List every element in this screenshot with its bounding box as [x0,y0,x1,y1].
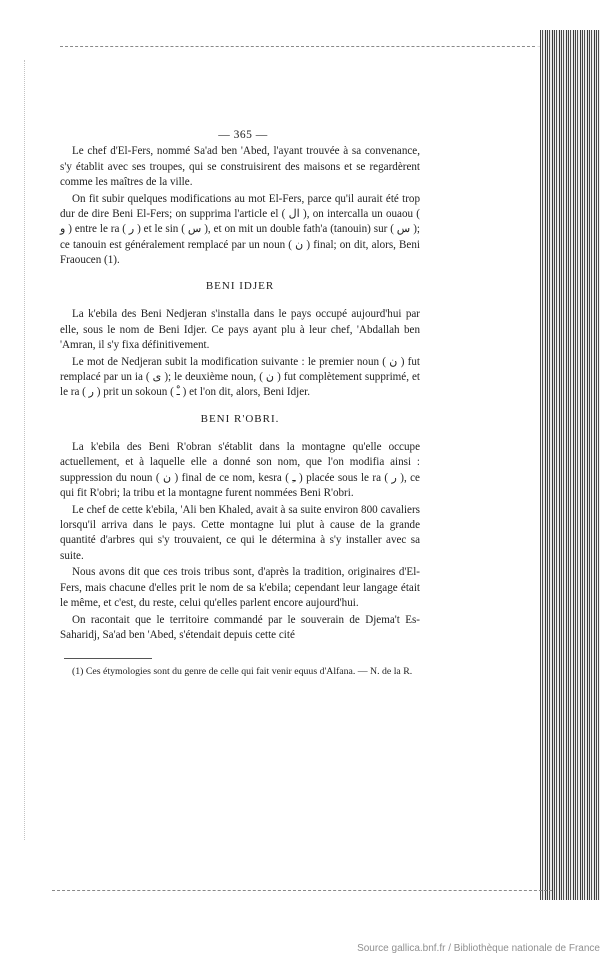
paragraph: La k'ebila des Beni Nedjeran s'installa dans le pays occupé aujourd'hui par elle, sous le nom de Beni Idjer. Ce pays ayant plu à leur chef, 'Abdallah ben 'Amran, il s'y fixa définitivement. [60,308,420,352]
section-heading-beni-idjer: BENI IDJER [205,280,275,293]
paragraph: Le mot de Nedjeran subit la modification suivante : le premier noun ( ن ) fut remplacé par un ia ( ى ); le deuxième noun, ( ن ) fut complètement supprimé, et le ra ( ر ) prit un sokoun ( ـْ ) et l'on dit, alors, Beni Idjer. [60,355,421,399]
source-credit: Source gallica.bnf.fr / Bibliothèque nationale de France [357,943,600,954]
footnote: (1) Ces étymologies sont du genre de celle qui fait venir equus d'Alfana. — N. de la R. [72,666,413,678]
book-binding-edge [540,30,600,900]
page-text-block [60,128,420,678]
paragraph: La k'ebila des Beni R'obran s'établit dans la montagne qu'elle occupe actuellement, et à laquelle elle a donné son nom, que l'on modifia ainsi : suppression du noun ( ن ) final de ce nom, kesra ( ـِ ) placée sous le ra ( ر ), ce qui fit R'obri; la tribu et la montagne furent nommées Beni R'obri. [60,441,420,499]
paragraph: On fit subir quelques modifications au mot El-Fers, parce qu'il aurait été trop dur de dire Beni El-Fers; on supprima l'article el ( ال ), on intercalla un ouaou ( و ) entre le ra ( ر ) et le sin ( س ), et on mit un double fath'a (tanouin) sur ( س ); ce tanouin est généralement remplacé par un noun ( ن ) final; on dit, alors, Beni Fraoucen (1). [60,192,421,266]
page-number: — 365 — [218,129,268,141]
paragraph: On racontait que le territoire commandé par le souverain de Djema't Es-Saharidj, Sa'ad ben 'Abed, s'étendait depuis cette cité [60,613,420,642]
section-heading-beni-robri: BENI R'OBRI. [200,412,280,425]
page-bottom-edge [52,890,552,891]
paragraph: Le chef d'El-Fers, nommé Sa'ad ben 'Abed, l'ayant trouvée à sa convenance, s'y établit avec ses troupes, qui se construisirent des maisons et se regardèrent comme les maîtres de la ville. [60,145,420,188]
paragraph: Nous avons dit que ces trois tribus sont, d'après la tradition, originaires d'El-Fers, mais chacune d'elles prit le nom de sa k'ebila; cependant leur langage était le même, et c'est, du reste, celui qu'elles parlent encore aujourd'hui. [60,566,420,610]
page-top-edge [60,46,540,47]
paragraph: Le chef de cette k'ebila, 'Ali ben Khaled, avait à sa suite environ 800 cavaliers lorsqu'il arriva dans le pays. Cette montagne lui plut à cause de la grande quantité d'arbres qui s'y trouvaient, ce qui le détermina à s'y installer avec sa suite. [60,503,420,562]
footnote-rule [64,658,152,659]
page-left-edge [24,60,25,840]
